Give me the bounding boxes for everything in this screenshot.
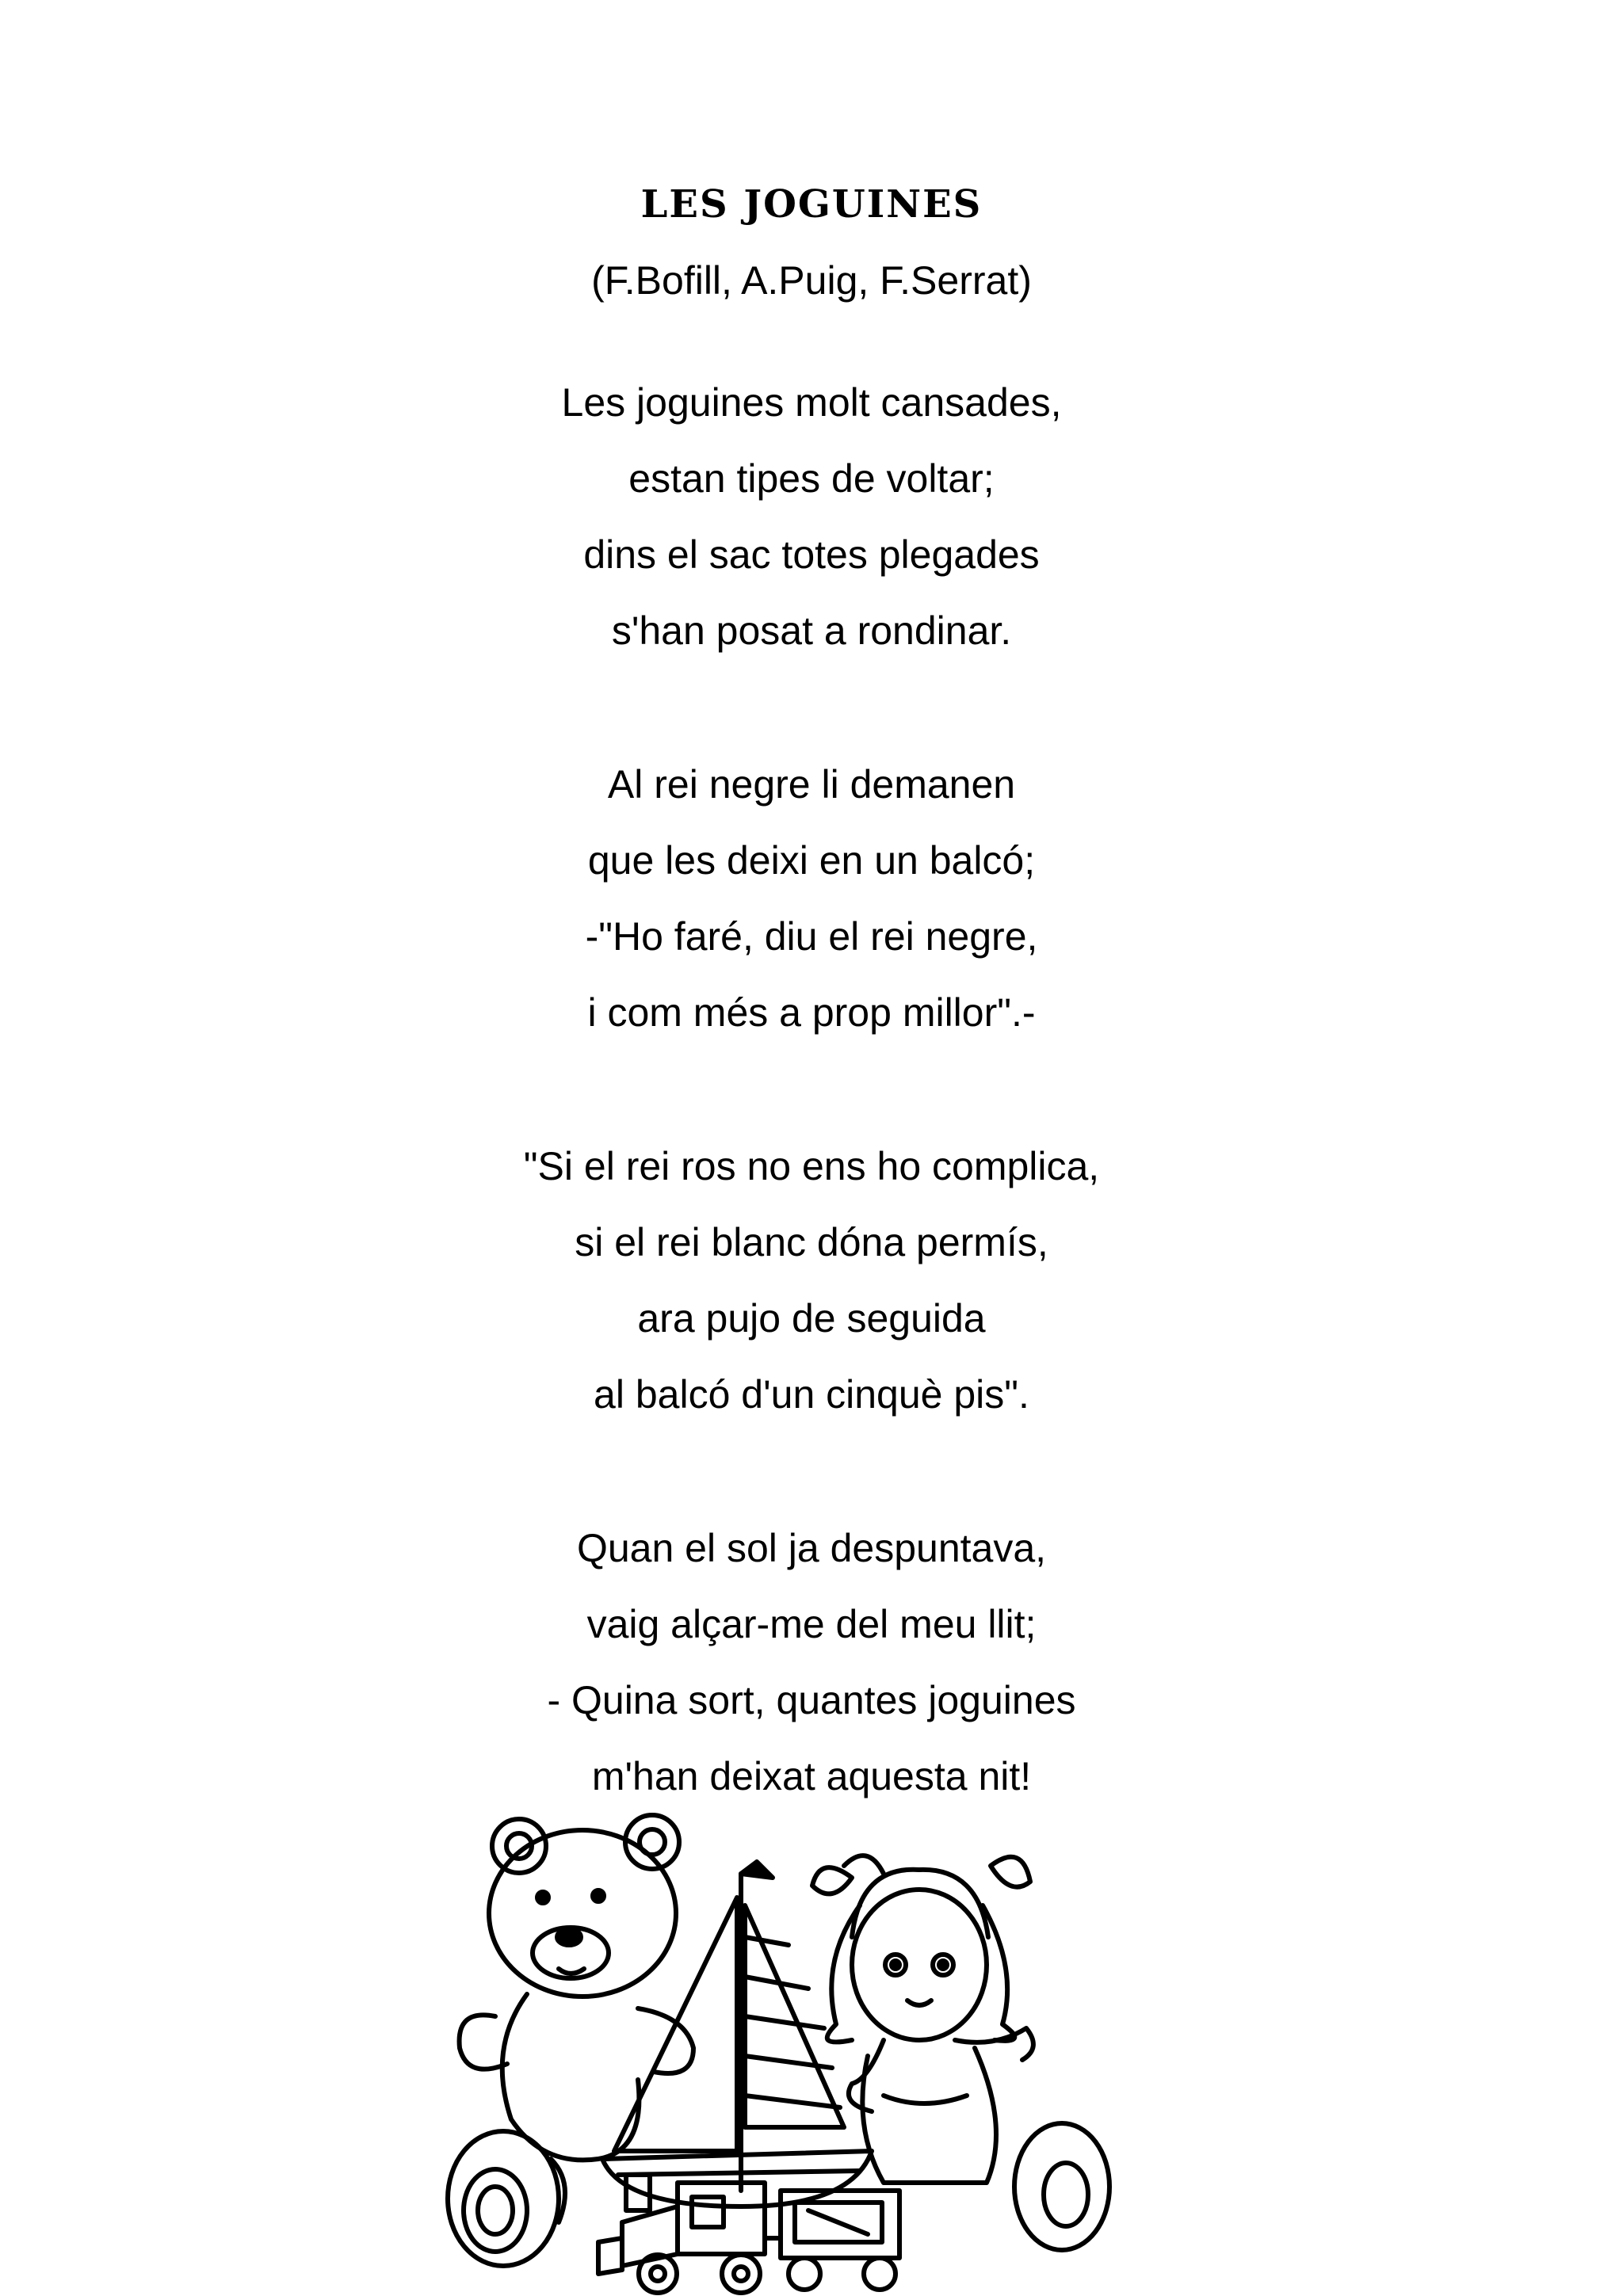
poem-line: dins el sac totes plegades [583,532,1040,577]
poem-line: - Quina sort, quantes joguines [547,1678,1076,1722]
poem-line: i com més a prop millor".- [587,990,1036,1035]
stanza-3 [0,1128,1623,1432]
poem-line: Quan el sol ja despuntava, [576,1526,1047,1570]
poem-line: si el rei blanc dóna permís, [575,1220,1048,1264]
poem-title: LES JOGUINES [640,182,983,227]
toys-illustration [440,1810,1121,2296]
stanza-2 [0,746,1623,1051]
poem-line: Al rei negre li demanen [607,762,1016,807]
poem-line: -"Ho faré, diu el rei negre, [585,914,1038,959]
poem-line: vaig alçar-me del meu llit; [586,1602,1037,1646]
poem-line: ara pujo de seguida [637,1296,986,1341]
stanza-1 [0,364,1623,669]
poem-line: que les deixi en un balcó; [587,838,1036,883]
poem-line: Les joguines molt cansades, [561,380,1062,425]
sailboat-icon [602,1862,872,2206]
poem-line: al balcó d'un cinquè pis". [594,1372,1029,1417]
poem-line: s'han posat a rondinar. [611,608,1012,653]
poem-line: "Si el rei ros no ens ho complica, [523,1144,1100,1188]
stanza-4 [0,1510,1623,1814]
poem-line: estan tipes de voltar; [628,456,995,501]
poem-authors: (F.Bofill, A.Puig, F.Serrat) [591,258,1032,303]
poem-line: m'han deixat aquesta nit! [591,1754,1032,1798]
